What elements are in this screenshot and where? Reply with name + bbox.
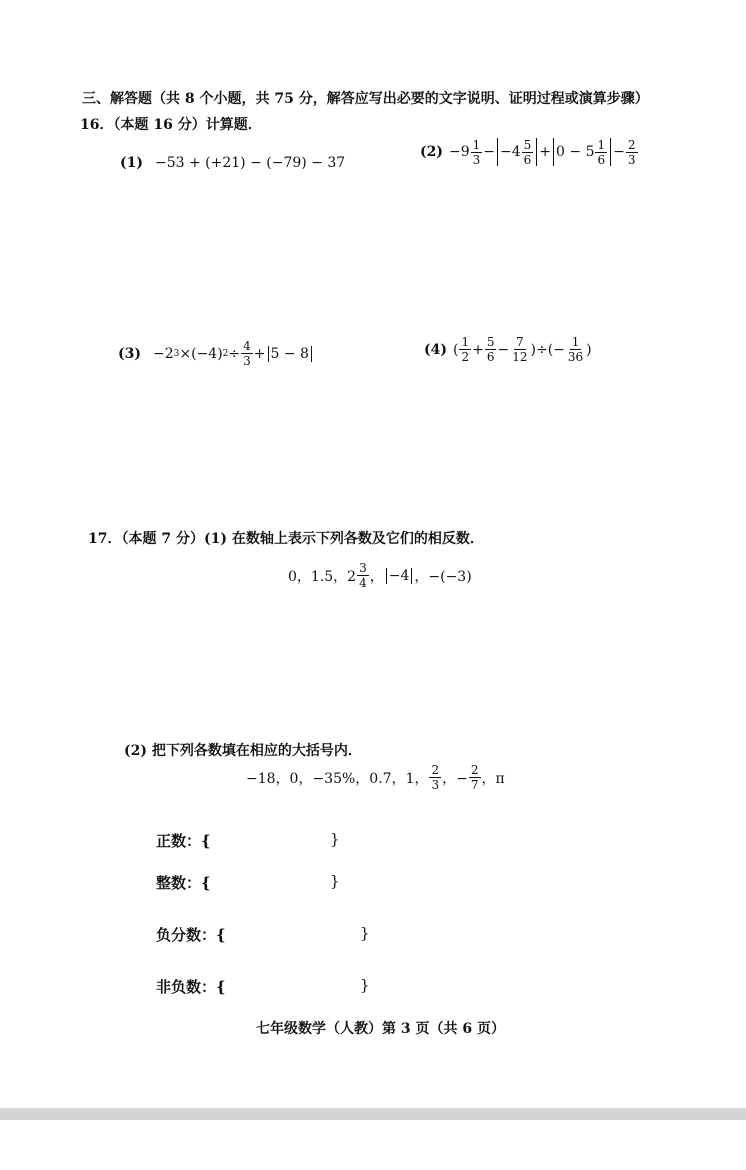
q16-p4-frac4: $\frac{1}{36}$ [567, 335, 584, 364]
abs-bar [497, 138, 498, 166]
q16-p4-frac3: $\frac{7}{12}$ [512, 335, 528, 364]
viewer-bottom-bar [0, 1108, 746, 1170]
q17-n2-t1: −18，0，−35%，0.7，1， [246, 770, 429, 787]
closing-brace: } [330, 872, 340, 890]
page-footer: 七年级数学（人教）第 3 页（共 6 页） [256, 1021, 505, 1037]
q16-p2-t5: 0 − 5 [556, 144, 595, 160]
q16-p3-t5: 5 − 8 [270, 345, 309, 362]
q16-p2-frac3: $\frac{1}{6}$ [597, 137, 606, 167]
abs-bar [411, 568, 412, 584]
q16-p4-t5: ) [586, 341, 592, 358]
q16-p4-label: (4) [424, 341, 447, 358]
q16-p2-frac2: $\frac{5}{6}$ [523, 137, 532, 167]
q16-p2-t2: − [483, 144, 496, 160]
q16-part2 [420, 138, 639, 166]
closing-brace: } [330, 830, 340, 848]
category-label: 非负数：{ [156, 978, 226, 996]
q16-p2-t6: − [613, 144, 625, 160]
category-label: 负分数：{ [156, 926, 226, 944]
q16-p4-t3: − [497, 341, 510, 358]
q17-n2-t3: ，π [481, 770, 505, 787]
viewer-next-page-edge [0, 1120, 746, 1170]
abs-bar [610, 138, 611, 166]
q16-p3-t3: ÷ [228, 345, 241, 362]
closing-brace: } [360, 924, 370, 942]
q16-p4-t2: + [472, 341, 484, 358]
q16-p4-frac2: $\frac{5}{6}$ [486, 335, 495, 364]
q16-p2-label: (2) [420, 144, 443, 160]
q16-part1 [120, 152, 345, 171]
q16-part3: (3) −2 3 ×(−4) 2 ÷ $\frac{4}{3}$ + 5 − 8 [118, 340, 314, 367]
category-non-negative [156, 976, 456, 997]
q16-p2-t3: −4 [500, 144, 521, 160]
q17-numbers-2 [246, 764, 505, 791]
q16-p1-label: (1) [120, 155, 143, 171]
category-positive [156, 830, 456, 851]
q17-n2-frac2: $\frac{2}{7}$ [470, 763, 479, 792]
q17-n1-t1: 0，1.5，2 [288, 568, 357, 585]
abs-bar [311, 346, 312, 362]
q16-p4-t4: )÷(− [530, 341, 565, 358]
q17-n1-t3: −4 [388, 567, 410, 584]
q16-p2-t4: + [539, 144, 552, 160]
category-label: 整数：{ [156, 874, 211, 892]
category-negative-fraction [156, 924, 456, 945]
abs-bar [536, 138, 537, 166]
q16-p3-t2: ×(−4) [179, 345, 223, 362]
q17-part2-heading: (2) 把下列各数填在相应的大括号内． [124, 743, 362, 759]
q16-p3-label: (3) [118, 345, 141, 362]
q16-p4-frac1: $\frac{1}{2}$ [461, 335, 470, 364]
q16-p3-t1: −2 [153, 345, 174, 362]
q17-n2-frac1: $\frac{2}{3}$ [431, 763, 440, 792]
category-integer [156, 872, 456, 893]
q17-n1-t4: ，−(−3) [414, 568, 472, 585]
q17-n2-t2: ，− [442, 770, 468, 787]
abs-bar [553, 138, 554, 166]
q16-p3-frac: $\frac{4}{3}$ [243, 339, 251, 368]
q16-p3-t4: + [253, 345, 266, 362]
abs-bar [386, 568, 387, 584]
q17-n1-frac: $\frac{3}{4}$ [359, 561, 367, 590]
q16-p2-frac1: $\frac{1}{3}$ [472, 137, 481, 167]
q17-numbers-1 [288, 562, 472, 589]
q16-p2-frac4: $\frac{2}{3}$ [627, 137, 636, 167]
q16-p1-expr: −53 + (+21) − (−79) − 37 [155, 155, 346, 171]
abs-bar [268, 346, 269, 362]
q16-part4 [424, 336, 592, 363]
q16-p4-t1: ( [453, 341, 459, 358]
q16-heading: 16．（本题 16 分）计算题． [80, 117, 262, 133]
closing-brace: } [360, 976, 370, 994]
q16-p2-t1: −9 [449, 144, 470, 160]
q17-n1-t2: ， [369, 568, 384, 585]
section-header: 三、解答题（共 8 个小题，共 75 分，解答应写出必要的文字说明、证明过程或演算步骤） [82, 91, 649, 107]
category-label: 正数：{ [156, 832, 211, 850]
q17-heading: 17．（本题 7 分）(1) 在数轴上表示下列各数及它们的相反数． [88, 531, 484, 547]
